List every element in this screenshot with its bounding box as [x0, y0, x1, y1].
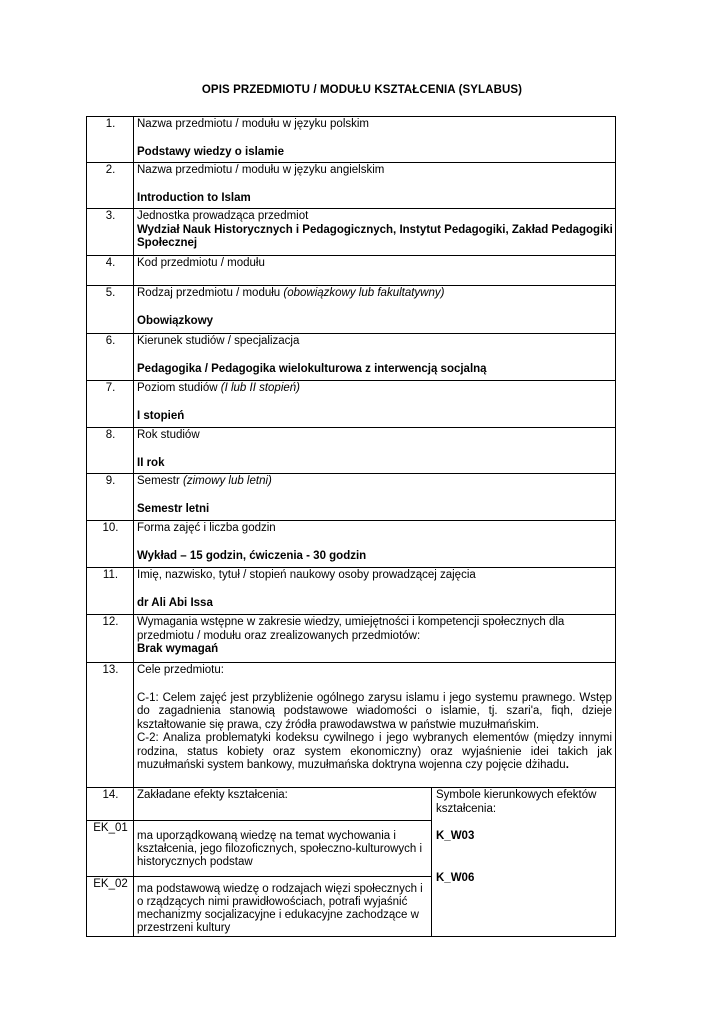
row-number: 11.: [87, 568, 134, 615]
row-number: 9.: [87, 474, 134, 521]
effect-symbol: K_W03: [436, 830, 475, 842]
row-label: Nazwa przedmiotu / modułu w języku angielskim: [137, 164, 385, 176]
table-row: [87, 428, 616, 474]
symbols-column: [432, 788, 616, 937]
row-label: Nazwa przedmiotu / modułu w języku polskim: [137, 118, 370, 130]
row-value: dr Ali Abi Issa: [137, 596, 213, 609]
row-number: 8.: [87, 428, 134, 474]
effect-text: ma podstawową wiedzę o rodzajach więzi społecznych i o rządzących nimi prawidłowościach, potrafi wyjaśnić mechanizmy socjalizacyjne i edukacyjne zachodzące w przestrzeni kultury: [137, 883, 423, 934]
row-value: Podstawy wiedzy o islamie: [137, 145, 284, 158]
row-number: 2.: [87, 163, 134, 209]
row-number: 7.: [87, 381, 134, 428]
syllabus-table: [86, 116, 616, 937]
objective-c2: C-2: Analiza problematyki kodeksu cywilnego i jego wybranych elementów (między innymi rodzina, status kobiety oraz system ekonomiczny) oraz wyjaśnienie idei takich jak muzułmański system bankowy, muzułmańska doktryna wojenna czy pojęcie dżihadu: [137, 732, 613, 771]
row-label: Cele przedmiotu:: [137, 664, 224, 676]
row-value: Wydział Nauk Historycznych i Pedagogicznych, Instytut Pedagogiki, Zakład Pedagogiki Społecznej: [137, 223, 613, 249]
row-number: 12.: [87, 615, 134, 663]
table-row: [87, 521, 616, 568]
row-number: 14.: [87, 788, 134, 821]
effects-header-row: [87, 788, 616, 821]
row-label: Rok studiów: [137, 429, 200, 441]
table-row: [87, 117, 616, 163]
row-value: Brak wymagań: [137, 643, 219, 655]
row-value: Pedagogika / Pedagogika wielokulturowa z interwencją socjalną: [137, 362, 487, 375]
table-row: [87, 615, 616, 663]
effect-text: ma uporządkowaną wiedzę na temat wychowania i kształcenia, jego filozoficznych, społeczno-kulturowych i historycznych podstaw: [137, 829, 423, 868]
row-label: Imię, nazwisko, tytuł / stopień naukowy osoby prowadzącej zajęcia: [137, 569, 476, 581]
row-label-hint: (obowiązkowy lub fakultatywny): [283, 287, 445, 299]
row-label: Wymagania wstępne w zakresie wiedzy, umiejętności i kompetencji społecznych dla przedmiotu / modułu oraz zrealizowanych przedmiotów:: [137, 616, 565, 642]
effect-code: EK_02: [87, 877, 134, 937]
row-label: Jednostka prowadząca przedmiot: [137, 210, 309, 222]
table-row: [87, 286, 616, 334]
row-value: Semestr letni: [137, 502, 210, 515]
row-label: Kod przedmiotu / modułu: [137, 257, 265, 269]
row-label: Forma zajęć i liczba godzin: [137, 522, 276, 534]
row-number: 4.: [87, 256, 134, 286]
table-row: [87, 568, 616, 615]
row-number: 13.: [87, 663, 134, 788]
row-label: Rodzaj przedmiotu / modułu: [137, 287, 281, 299]
effect-code: EK_01: [87, 821, 134, 877]
row-value: Introduction to Islam: [137, 191, 251, 204]
table-row: [87, 256, 616, 286]
row-label: Kierunek studiów / specjalizacja: [137, 335, 300, 347]
row-number: 5.: [87, 286, 134, 334]
table-row: [87, 381, 616, 428]
table-row: [87, 163, 616, 209]
row-label: Semestr: [137, 475, 180, 487]
table-row: [87, 334, 616, 381]
row-number: 6.: [87, 334, 134, 381]
row-value: I stopień: [137, 409, 185, 422]
table-row: [87, 474, 616, 521]
row-number: 1.: [87, 117, 134, 163]
effect-symbol: K_W06: [436, 871, 475, 884]
row-number: 3.: [87, 209, 134, 256]
symbols-header: Symbole kierunkowych efektów kształcenia:: [436, 789, 597, 815]
row-value: Wykład – 15 godzin, ćwiczenia - 30 godzin: [137, 549, 367, 562]
row-label-hint: (I lub II stopień): [220, 382, 301, 394]
objective-c2-end: .: [565, 759, 569, 771]
row-number: 10.: [87, 521, 134, 568]
page-title: OPIS PRZEDMIOTU / MODUŁU KSZTAŁCENIA (SYLABUS): [201, 84, 523, 96]
row-label-hint: (zimowy lub letni): [183, 475, 272, 487]
row-label: Poziom studiów: [137, 382, 218, 394]
row-label: Zakładane efekty kształcenia:: [134, 788, 432, 821]
objective-c1: C-1: Celem zajęć jest przybliżenie ogólnego zarysu islamu i jego systemu prawnego. Wstęp do zagadnienia stanowią podstawowe wiadomości o islamie, tj. szari'a, fiqh, dzieje kształtowanie się prawa, czy źródła prawodawstwa w państwie muzułmańskim.: [137, 691, 613, 731]
row-value: Obowiązkowy: [137, 314, 214, 327]
table-row: [87, 663, 616, 788]
table-row: [87, 209, 616, 256]
row-value: II rok: [137, 456, 165, 469]
